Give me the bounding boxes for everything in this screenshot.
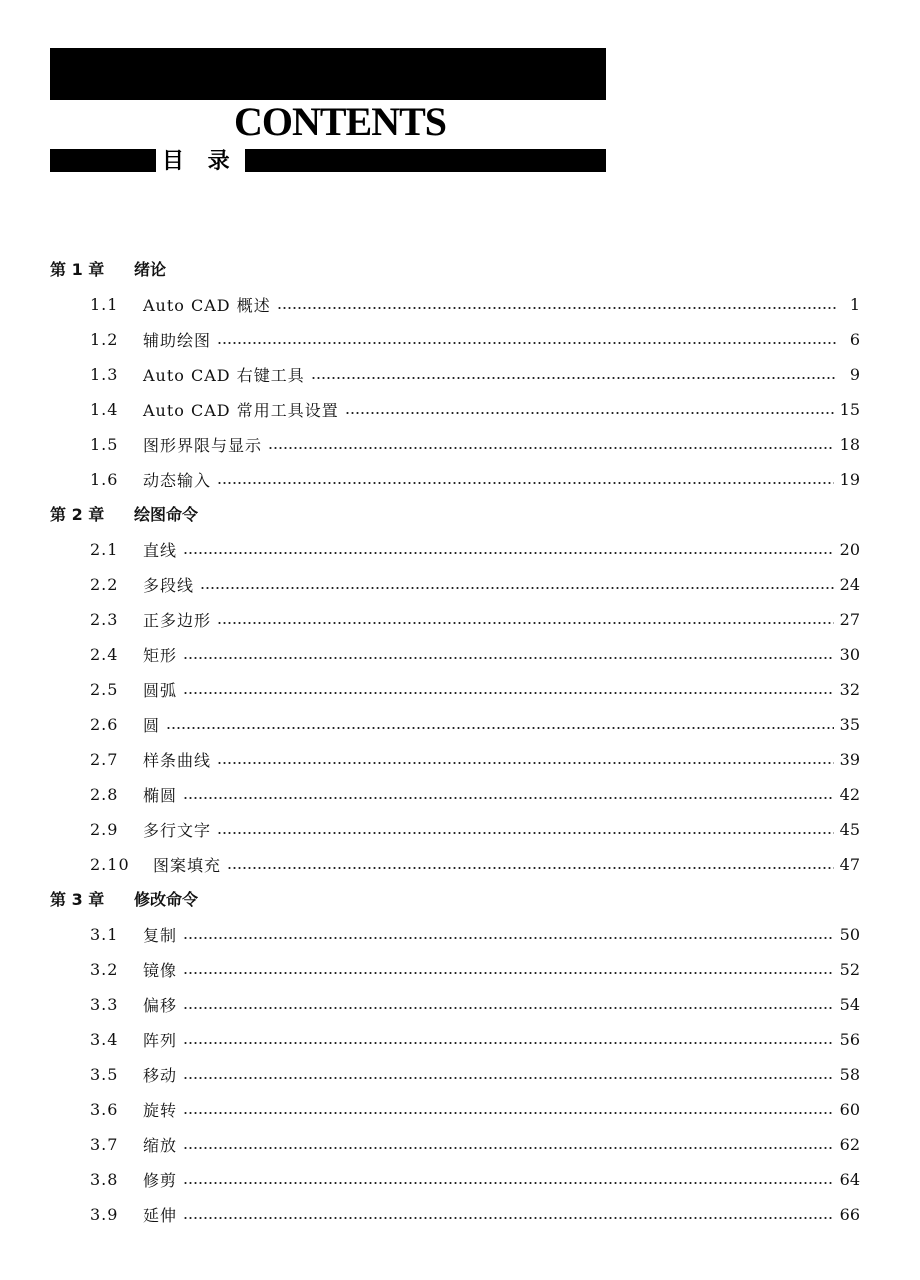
section-number: 2.5 (90, 680, 119, 699)
section-title: 阵列 (143, 1031, 178, 1050)
dot-leader (183, 936, 834, 940)
section-title: 延伸 (143, 1206, 178, 1225)
dot-leader (217, 761, 834, 765)
page-number: 19 (839, 470, 860, 489)
dot-leader (183, 656, 834, 660)
section-title: 复制 (143, 926, 178, 945)
section-title: 动态输入 (143, 471, 212, 490)
section-title: 多段线 (143, 576, 195, 595)
toc-entry[interactable] (50, 602, 860, 637)
section-title: 图案填充 (153, 856, 222, 875)
page-number: 47 (839, 855, 860, 874)
page-number: 66 (839, 1205, 860, 1224)
section-number: 2.8 (90, 785, 119, 804)
dot-leader (217, 341, 836, 345)
page-number: 50 (839, 925, 860, 944)
section-title: 修剪 (143, 1171, 178, 1190)
section-number: 3.5 (90, 1065, 119, 1084)
page-number: 56 (839, 1030, 860, 1049)
dot-leader (200, 586, 834, 590)
toc-entry[interactable] (50, 567, 860, 602)
page-number: 58 (839, 1065, 860, 1084)
page-number: 27 (839, 610, 860, 629)
dot-leader (183, 1146, 834, 1150)
section-title: 镜像 (143, 961, 178, 980)
dot-leader (183, 1181, 834, 1185)
toc-entry[interactable] (50, 1092, 860, 1127)
chapter-label: 第 2 章 (50, 505, 105, 524)
dot-leader (183, 1041, 834, 1045)
dot-leader (311, 376, 836, 380)
section-number: 1.3 (90, 365, 119, 384)
section-number: 2.7 (90, 750, 119, 769)
contents-title-zh: 目 录 (162, 149, 238, 174)
section-number: 3.6 (90, 1100, 119, 1119)
page-number: 42 (839, 785, 860, 804)
toc-entry[interactable] (50, 1127, 860, 1162)
chapter-title: 修改命令 (134, 890, 199, 909)
section-number: 2.1 (90, 540, 119, 559)
dot-leader (183, 796, 834, 800)
section-number: 2.10 (90, 855, 130, 874)
section-number: 3.7 (90, 1135, 119, 1154)
dot-leader (345, 411, 834, 415)
dot-leader (183, 1111, 834, 1115)
page-number: 9 (849, 365, 860, 384)
toc-entry[interactable] (50, 987, 860, 1022)
section-title: 正多边形 (143, 611, 212, 630)
section-title: 圆弧 (143, 681, 178, 700)
toc-entry[interactable] (50, 847, 860, 882)
section-number: 3.3 (90, 995, 119, 1014)
dot-leader (183, 1076, 834, 1080)
section-title: 矩形 (143, 646, 178, 665)
header-top-bar (50, 48, 606, 100)
page-number: 62 (839, 1135, 860, 1154)
toc-entry[interactable] (50, 742, 860, 777)
table-of-contents (50, 252, 860, 1232)
dot-leader (166, 726, 834, 730)
toc-entry[interactable] (50, 812, 860, 847)
section-number: 3.9 (90, 1205, 119, 1224)
dot-leader (277, 306, 836, 310)
page-number: 45 (839, 820, 860, 839)
chapter-label: 第 1 章 (50, 260, 105, 279)
page-number: 30 (839, 645, 860, 664)
contents-title: CONTENTS (233, 99, 447, 144)
header-right-bar (245, 149, 606, 172)
section-number: 1.2 (90, 330, 119, 349)
page-number: 32 (839, 680, 860, 699)
toc-entry[interactable] (50, 707, 860, 742)
chapter-label: 第 3 章 (50, 890, 105, 909)
dot-leader (183, 1216, 834, 1220)
toc-entry[interactable] (50, 322, 860, 357)
section-title: 移动 (143, 1066, 178, 1085)
toc-entry[interactable] (50, 952, 860, 987)
toc-entry[interactable] (50, 1022, 860, 1057)
toc-entry[interactable] (50, 1197, 860, 1232)
section-number: 1.1 (90, 295, 119, 314)
section-number: 3.1 (90, 925, 119, 944)
chapter-title: 绪论 (134, 260, 167, 279)
page-number: 54 (839, 995, 860, 1014)
dot-leader (183, 1006, 834, 1010)
toc-entry[interactable] (50, 462, 860, 497)
dot-leader (183, 551, 834, 555)
section-number: 2.3 (90, 610, 119, 629)
dot-leader (227, 866, 834, 870)
section-title: 缩放 (143, 1136, 178, 1155)
page-number: 1 (849, 295, 860, 314)
section-number: 2.6 (90, 715, 119, 734)
chapter-heading[interactable] (50, 497, 860, 532)
toc-entry[interactable] (50, 1057, 860, 1092)
toc-entry[interactable] (50, 532, 860, 567)
chapter-heading[interactable] (50, 252, 860, 287)
section-title: 圆 (143, 716, 161, 735)
toc-entry[interactable] (50, 777, 860, 812)
section-title: Auto CAD 右键工具 (143, 366, 305, 385)
section-number: 1.4 (90, 400, 119, 419)
section-title: 偏移 (143, 996, 178, 1015)
page-number: 64 (839, 1170, 860, 1189)
page-number: 35 (839, 715, 860, 734)
section-number: 1.6 (90, 470, 119, 489)
toc-entry[interactable] (50, 287, 860, 322)
page-number: 24 (839, 575, 860, 594)
section-number: 2.2 (90, 575, 119, 594)
dot-leader (183, 691, 834, 695)
toc-entry[interactable] (50, 392, 860, 427)
section-title: 辅助绘图 (143, 331, 212, 350)
toc-entry[interactable] (50, 917, 860, 952)
dot-leader (217, 831, 834, 835)
page-number: 60 (839, 1100, 860, 1119)
toc-entry[interactable] (50, 1162, 860, 1197)
page-number: 18 (839, 435, 860, 454)
section-title: 旋转 (143, 1101, 178, 1120)
section-title: 图形界限与显示 (143, 436, 263, 455)
section-number: 2.9 (90, 820, 119, 839)
page-number: 20 (839, 540, 860, 559)
page-number: 39 (839, 750, 860, 769)
section-number: 3.2 (90, 960, 119, 979)
section-title: Auto CAD 常用工具设置 (143, 401, 339, 420)
toc-entry[interactable] (50, 637, 860, 672)
page-number: 6 (849, 330, 860, 349)
toc-entry[interactable] (50, 357, 860, 392)
dot-leader (183, 971, 834, 975)
header-left-bar (50, 149, 156, 172)
section-title: 直线 (143, 541, 178, 560)
chapter-title: 绘图命令 (134, 505, 199, 524)
section-title: Auto CAD 概述 (143, 296, 271, 315)
dot-leader (217, 481, 834, 485)
toc-entry[interactable] (50, 672, 860, 707)
section-title: 多行文字 (143, 821, 212, 840)
chapter-heading[interactable] (50, 882, 860, 917)
section-title: 椭圆 (143, 786, 178, 805)
section-number: 3.4 (90, 1030, 119, 1049)
section-number: 1.5 (90, 435, 119, 454)
toc-entry[interactable] (50, 427, 860, 462)
section-number: 3.8 (90, 1170, 119, 1189)
section-title: 样条曲线 (143, 751, 212, 770)
dot-leader (217, 621, 834, 625)
page-number: 15 (839, 400, 860, 419)
section-number: 2.4 (90, 645, 119, 664)
dot-leader (268, 446, 834, 450)
page-number: 52 (839, 960, 860, 979)
